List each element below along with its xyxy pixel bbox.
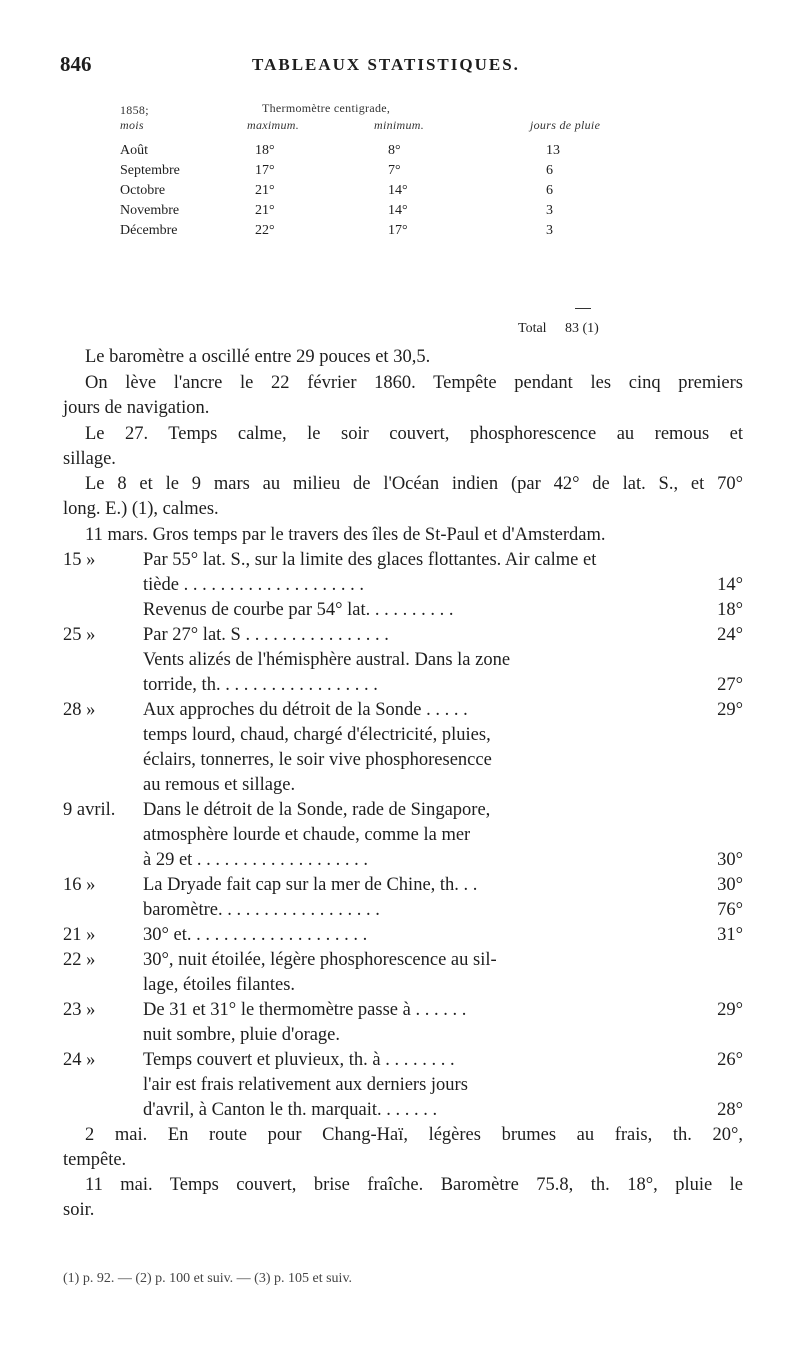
table-thermo-header: Thermomètre centigrade, [262, 101, 391, 115]
paragraph-line: sillage. [63, 449, 116, 469]
entry-value: 30° [717, 875, 743, 895]
table-col-max: maximum. [247, 118, 300, 132]
paragraph-line: tempête. [63, 1150, 127, 1170]
entry-date: 16 » [63, 875, 96, 895]
entry-text: De 31 et 31° le thermomètre passe à . . . . . . [143, 1000, 467, 1020]
list-item [63, 598, 753, 623]
cell-mois: Septembre [120, 163, 180, 178]
cell-jours: 3 [546, 203, 553, 218]
list-item [63, 623, 753, 648]
cell-mois: Décembre [120, 223, 178, 238]
cell-min: 14° [388, 183, 408, 198]
list-item [63, 998, 753, 1023]
entry-text: à 29 et . . . . . . . . . . . . . . . . . . . [143, 850, 369, 870]
entry-value: 31° [717, 925, 743, 945]
paragraph-line: jours de navigation. [63, 398, 210, 418]
entry-text: Aux approches du détroit de la Sonde . . . . . [143, 700, 468, 720]
cell-mois: Novembre [120, 203, 180, 218]
entry-date: 24 » [63, 1050, 96, 1070]
table-row [120, 203, 680, 223]
running-title: TABLEAUX STATISTIQUES. [252, 55, 520, 74]
paragraph: Le baromètre a oscillé entre 29 pouces et 30,5. [85, 347, 431, 367]
paragraph-line: On lève l'ancre le 22 février 1860. Tempête pendant les cinq premiers [85, 373, 743, 393]
entry-date: 15 » [63, 550, 96, 570]
paragraph-line: Le 27. Temps calme, le soir couvert, phosphorescence au remous et [85, 424, 743, 444]
list-item [63, 723, 753, 748]
entry-text: La Dryade fait cap sur la mer de Chine, th. . . [143, 875, 478, 895]
entry-text: tiède . . . . . . . . . . . . . . . . . . . . [143, 575, 364, 595]
list-item [63, 1073, 753, 1098]
cell-max: 22° [255, 223, 275, 238]
entry-value: 24° [717, 625, 743, 645]
entry-date: 21 » [63, 925, 96, 945]
list-item [63, 948, 753, 973]
table-row [120, 223, 680, 243]
list-item [63, 548, 753, 573]
cell-min: 14° [388, 203, 408, 218]
entry-text: torride, th. . . . . . . . . . . . . . . . . . [143, 675, 378, 695]
total-rule [575, 308, 591, 309]
entry-date: 22 » [63, 950, 96, 970]
entry-text: nuit sombre, pluie d'orage. [143, 1025, 341, 1045]
cell-jours: 6 [546, 163, 553, 178]
cell-max: 21° [255, 183, 275, 198]
total-label: Total [518, 321, 547, 336]
entry-text: temps lourd, chaud, chargé d'électricité, pluies, [143, 725, 491, 745]
list-item [63, 698, 753, 723]
entry-text: Revenus de courbe par 54° lat. . . . . . . . . . [143, 600, 454, 620]
entry-text: au remous et sillage. [143, 775, 296, 795]
cell-mois: Octobre [120, 183, 166, 198]
entry-date: 23 » [63, 1000, 96, 1020]
entry-text: Par 27° lat. S . . . . . . . . . . . . . . . . [143, 625, 389, 645]
table-col-jours: jours de pluie [530, 118, 601, 132]
table-row [120, 143, 680, 163]
entry-text: d'avril, à Canton le th. marquait. . . . . . . [143, 1100, 438, 1120]
entry-text: Vents alizés de l'hémisphère austral. Dans la zone [143, 650, 511, 670]
list-item [63, 873, 753, 898]
total-value: 83 (1) [565, 321, 599, 336]
list-item [63, 648, 753, 673]
entry-value: 30° [717, 850, 743, 870]
list-item [63, 848, 753, 873]
paragraph-line: 2 mai. En route pour Chang-Haï, légères brumes au frais, th. 20°, [85, 1125, 743, 1145]
entry-value: 28° [717, 1100, 743, 1120]
entry-value: 14° [717, 575, 743, 595]
entry-text: Dans le détroit de la Sonde, rade de Singapore, [143, 800, 491, 820]
list-item [63, 923, 753, 948]
list-item [63, 973, 753, 998]
table-row [120, 163, 680, 183]
table-row [120, 183, 680, 203]
entry-value: 76° [717, 900, 743, 920]
entry-text: 30°, nuit étoilée, légère phosphorescence au sil- [143, 950, 497, 970]
cell-jours: 13 [546, 143, 560, 158]
entry-value: 26° [717, 1050, 743, 1070]
entry-date: 9 avril. [63, 800, 116, 820]
table-col-min: minimum. [374, 118, 425, 132]
cell-mois: Août [120, 143, 148, 158]
list-item [63, 1098, 753, 1123]
cell-max: 17° [255, 163, 275, 178]
entry-text: l'air est frais relativement aux derniers jours [143, 1075, 468, 1095]
list-item [63, 1048, 753, 1073]
paragraph-line: long. E.) (1), calmes. [63, 499, 219, 519]
cell-jours: 3 [546, 223, 553, 238]
table-col-mois: mois [120, 118, 144, 132]
list-item [63, 1023, 753, 1048]
page-number: 846 [60, 52, 92, 76]
cell-max: 21° [255, 203, 275, 218]
list-item [63, 673, 753, 698]
entry-text: atmosphère lourde et chaude, comme la mer [143, 825, 471, 845]
entry-value: 27° [717, 675, 743, 695]
list-item [63, 823, 753, 848]
entry-value: 18° [717, 600, 743, 620]
entry-value: 29° [717, 1000, 743, 1020]
entry-date: 25 » [63, 625, 96, 645]
cell-min: 17° [388, 223, 408, 238]
list-item [63, 798, 753, 823]
cell-max: 18° [255, 143, 275, 158]
list-item [63, 748, 753, 773]
paragraph-line: Le 8 et le 9 mars au milieu de l'Océan indien (par 42° de lat. S., et 70° [85, 474, 743, 494]
entry-text: 30° et. . . . . . . . . . . . . . . . . . . . [143, 925, 368, 945]
cell-min: 8° [388, 143, 401, 158]
entry-text: baromètre. . . . . . . . . . . . . . . . . . [143, 900, 380, 920]
entry-date: 28 » [63, 700, 96, 720]
paragraph: 11 mars. Gros temps par le travers des îles de St-Paul et d'Amsterdam. [85, 525, 606, 545]
footnotes: (1) p. 92. — (2) p. 100 et suiv. — (3) p. 105 et suiv. [63, 1271, 353, 1286]
paragraph-line: 11 mai. Temps couvert, brise fraîche. Baromètre 75.8, th. 18°, pluie le [85, 1175, 743, 1195]
entry-text: Par 55° lat. S., sur la limite des glaces flottantes. Air calme et [143, 550, 597, 570]
entry-text: éclairs, tonnerres, le soir vive phosphoresencce [143, 750, 492, 770]
cell-min: 7° [388, 163, 401, 178]
entry-text: Temps couvert et pluvieux, th. à . . . . . . . . [143, 1050, 455, 1070]
list-item [63, 573, 753, 598]
paragraph-line: soir. [63, 1200, 95, 1220]
cell-jours: 6 [546, 183, 553, 198]
entry-value: 29° [717, 700, 743, 720]
list-item [63, 773, 753, 798]
list-item [63, 898, 753, 923]
table-year: 1858; [120, 103, 149, 117]
entry-text: lage, étoiles filantes. [143, 975, 296, 995]
